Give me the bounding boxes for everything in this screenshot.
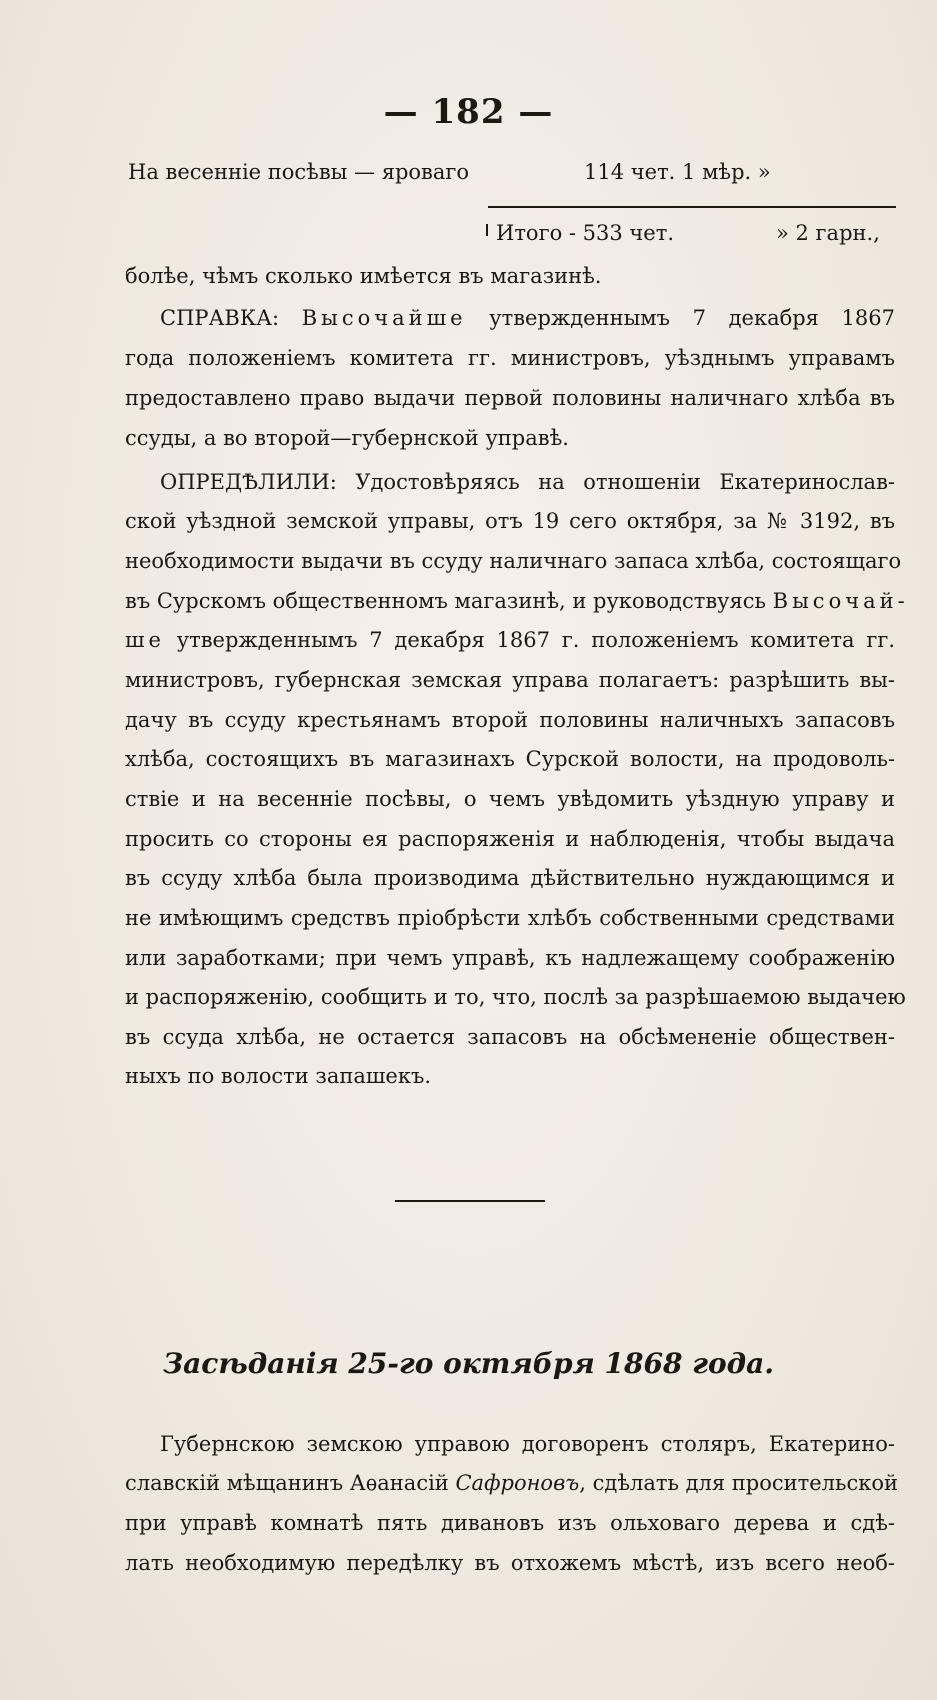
opredelili-line: въ ссуду хлѣба была производима дѣйствительно нуждающимся и: [125, 866, 895, 890]
summary-row-quantity: 114 чет. 1 мѣр. »: [584, 160, 771, 184]
opredelili-line: ОПРЕДѢЛИЛИ: Удостовѣряясь на отношеніи Екатеринослав-: [160, 470, 895, 494]
total-label: Итого - 533 чет.: [496, 221, 675, 245]
opredelili-line: и распоряженію, сообщить и то, что, послѣ за разрѣшаемою выдачею: [125, 985, 906, 1009]
opredelili-line: не имѣющимъ средствъ пріобрѣсти хлѣбъ собственными средствами: [125, 906, 895, 930]
spravka-line-rest: утвержденнымъ 7 декабря 1867: [466, 306, 895, 330]
opredelili-line-text: въ Сурскомъ общественномъ магазинѣ, и руководствуясь: [125, 589, 773, 613]
surname-italic: Сафроновъ: [455, 1471, 580, 1495]
spravka-line: [160, 300, 895, 336]
opredelili-line: или заработками; при чемъ управѣ, къ надлежащему соображенію: [125, 946, 895, 970]
section-heading: Засѣданія 25-го октября 1868 года.: [162, 1347, 775, 1380]
opredelili-line: хлѣба, состоящихъ въ магазинахъ Сурской волости, на продоволь-: [125, 747, 895, 771]
next-entry-line-text: славскій мѣщанинъ Аѳанасій: [125, 1471, 456, 1495]
opredelili-line: министровъ, губернская земская управа полагаетъ: разрѣшить вы-: [125, 668, 895, 692]
opredelili-line: [125, 622, 895, 658]
next-entry-line: [125, 1465, 898, 1501]
spravka-line: ссуды, а во второй—губернской управѣ.: [125, 426, 569, 450]
summary-row-label: На весенніе посѣвы — яроваго: [128, 160, 470, 184]
next-entry-line: при управѣ комнатѣ пять дивановъ изъ ольховаго дерева и сдѣ-: [125, 1511, 895, 1535]
opredelili-line: ствіе и на весенніе посѣвы, о чемъ увѣдомить уѣздную управу и: [125, 787, 895, 811]
opredelili-line: ской уѣздной земской управы, отъ 19 сего октября, за № 3192, въ: [125, 509, 895, 533]
opredelili-line: ныхъ по волости запашекъ.: [125, 1064, 432, 1088]
opredelili-spaced-word: ше: [125, 628, 165, 652]
total-extra: » 2 гарн.,: [776, 221, 880, 245]
opredelili-line: [125, 583, 909, 619]
spravka-spaced-word: Высочайше: [301, 306, 467, 330]
opredelili-spaced-word: Высочай-: [772, 589, 909, 613]
next-entry-line: Губернскою земскою управою договоренъ столяръ, Екатерино-: [160, 1432, 895, 1456]
summary-tail: болѣе, чѣмъ сколько имѣется въ магазинѣ.: [125, 264, 602, 288]
opredelili-line: просить со стороны ея распоряженія и наблюденія, чтобы выдача: [125, 827, 895, 851]
spravka-line: года положеніемъ комитета гг. министровъ, уѣзднымъ управамъ: [125, 346, 895, 370]
opredelili-line: въ ссуда хлѣба, не остается запасовъ на обсѣмененіе обществен-: [125, 1025, 895, 1049]
page-number: — 182 —: [383, 92, 554, 132]
next-entry-line-text: , сдѣлать для просительской: [579, 1471, 898, 1495]
opredelili-line: дачу въ ссуду крестьянамъ второй половины наличныхъ запасовъ: [125, 708, 895, 732]
total-rule: [488, 206, 896, 208]
opredelili-line-text: утвержденнымъ 7 декабря 1867 г. положеніемъ комитета гг.: [164, 628, 895, 652]
total-tick-mark: [486, 224, 488, 236]
spravka-lead: СПРАВКА:: [160, 306, 302, 330]
next-entry-line: лать необходимую передѣлку въ отхожемъ мѣстѣ, изъ всего необ-: [125, 1551, 895, 1575]
opredelili-line: необходимости выдачи въ ссуду наличнаго запаса хлѣба, состоящаго: [125, 549, 902, 573]
spravka-line: предоставлено право выдачи первой половины наличнаго хлѣба въ: [125, 386, 895, 410]
section-separator: [395, 1200, 545, 1202]
